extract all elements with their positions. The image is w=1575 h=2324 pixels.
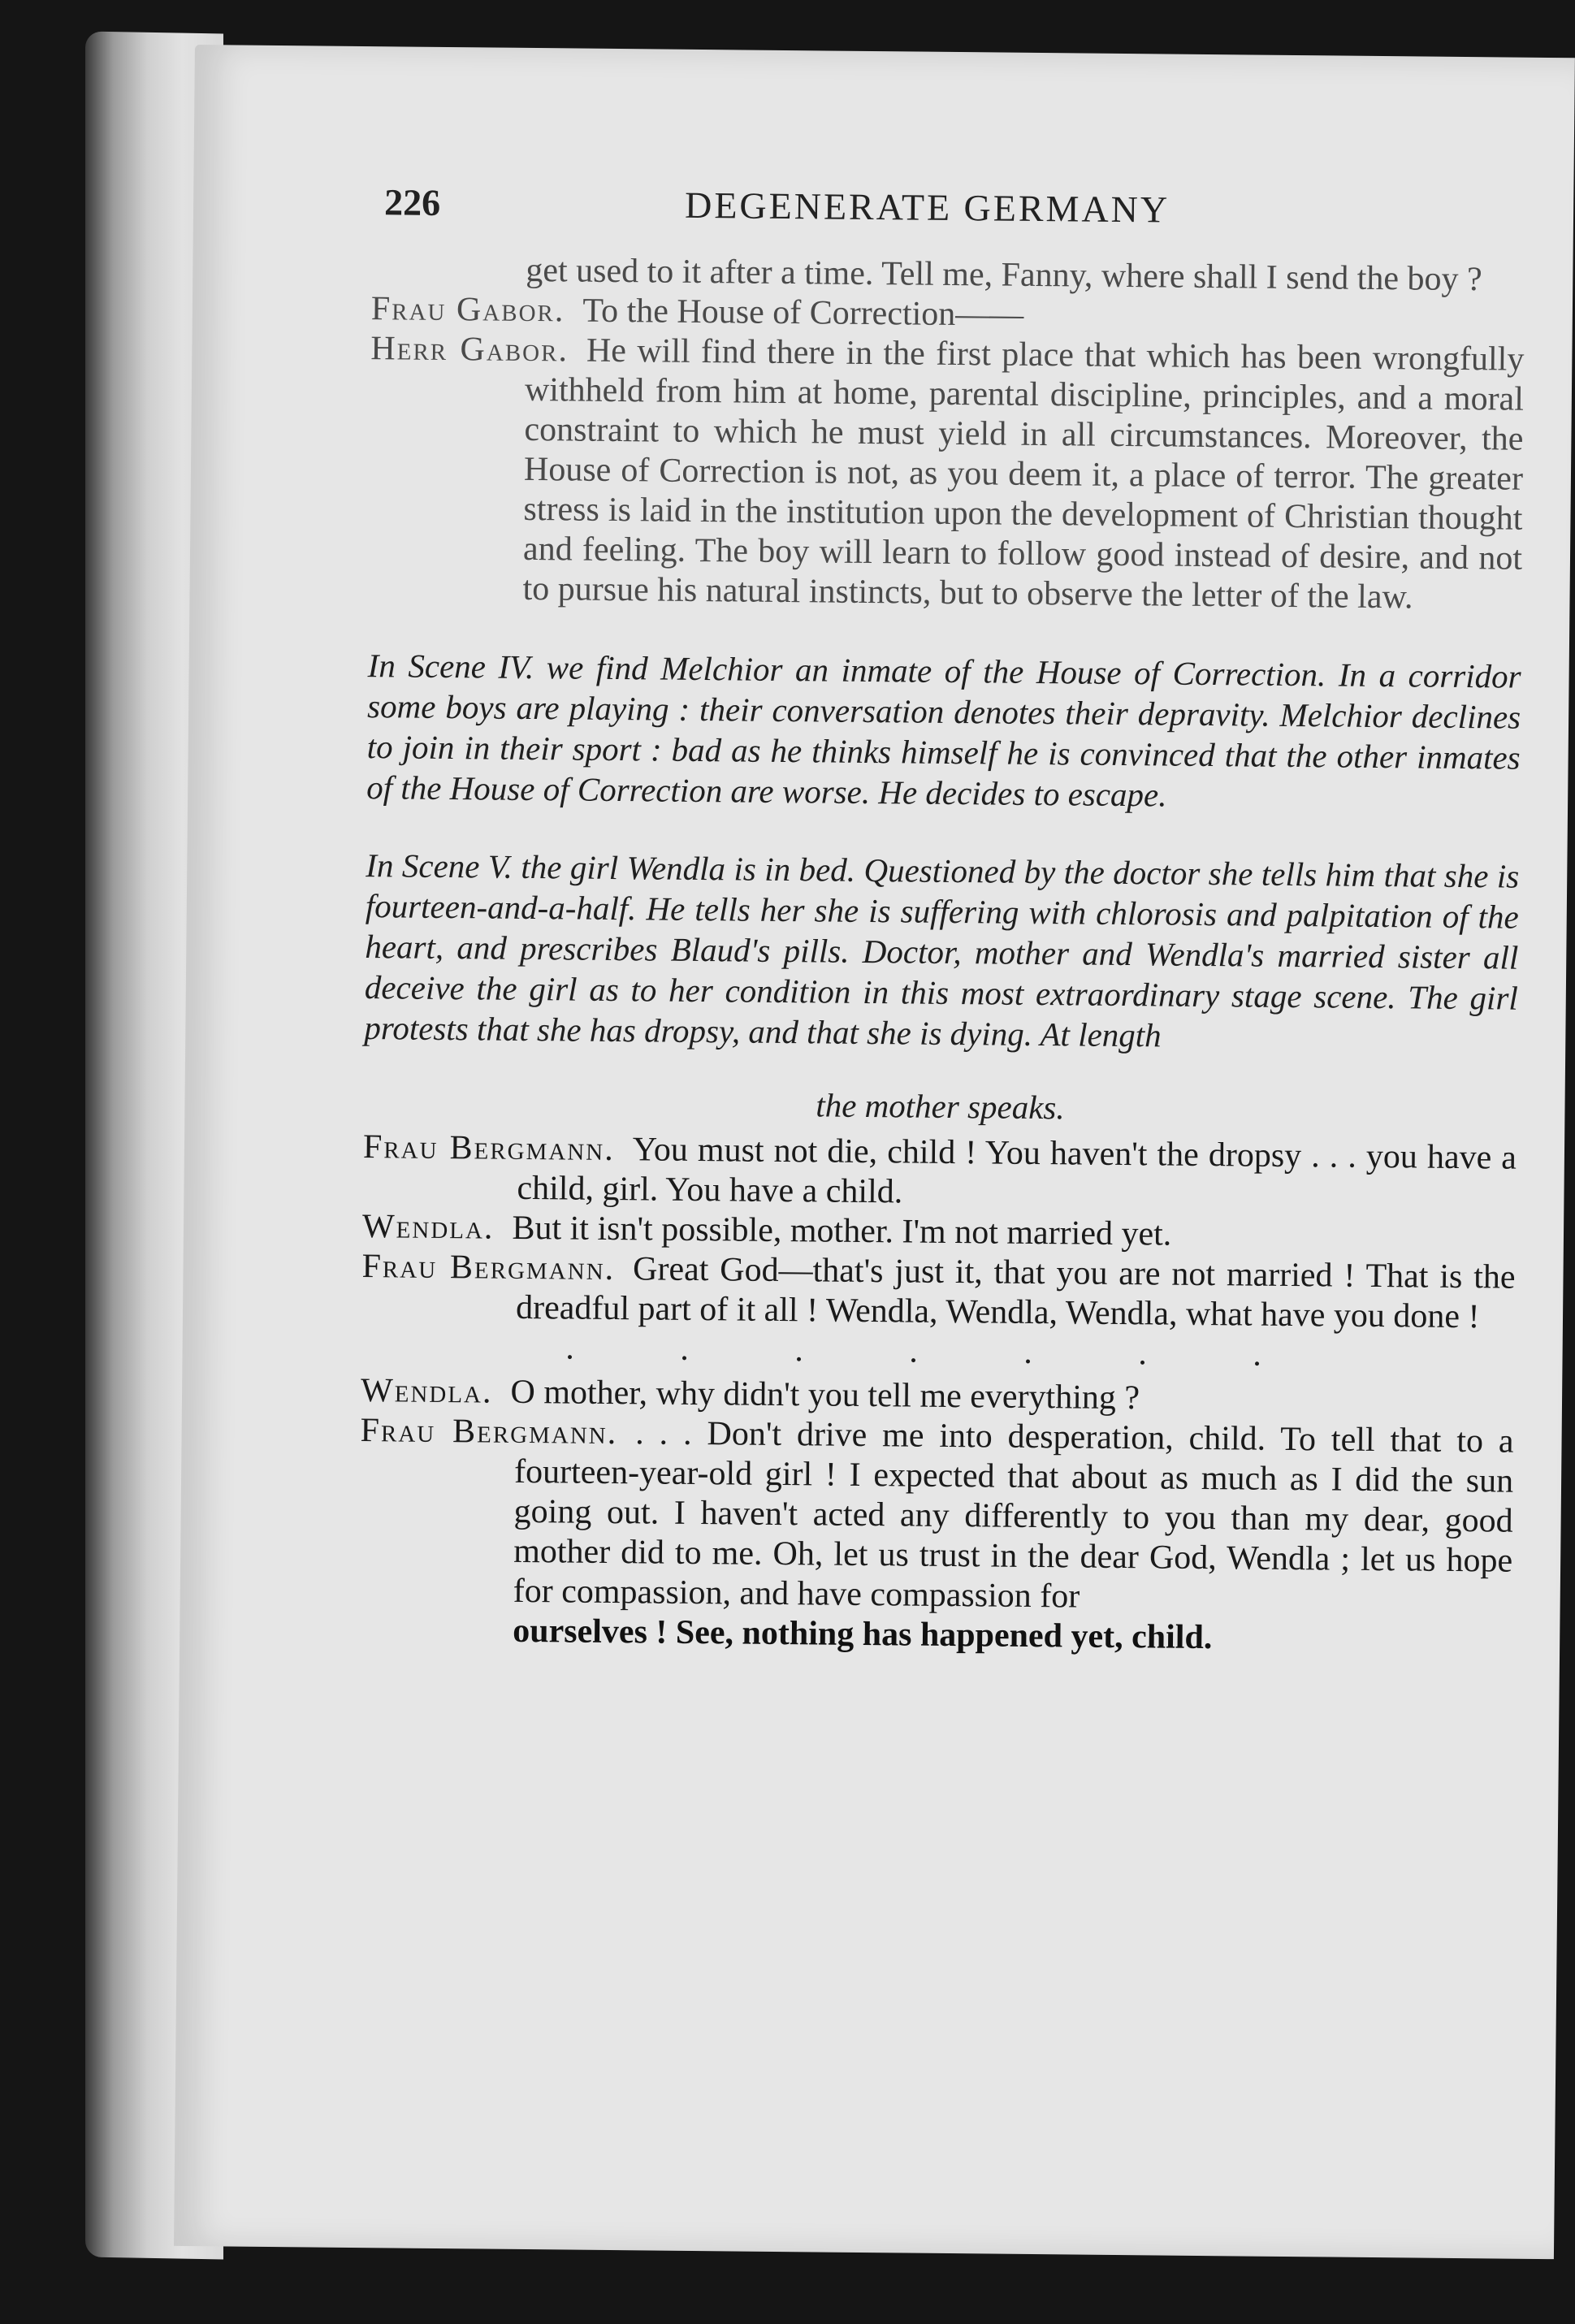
speaker-name: Wendla. xyxy=(361,1208,495,1247)
speech-text: . . . Don't drive me into desperation, child. To tell that to a fourteen-year-old girl ! I expected that about as much as I did the sun going out. I haven't acted any differently to you than my dear, good mother did to me. Oh, let us trust in the dear God, Wendla ; let us hope for compassion, and have compassion for xyxy=(513,1414,1514,1616)
stage-direction-scene-iv: In Scene IV. we find Melchior an inmate of the House of Correction. In a corridor some boys are playing : their conversation denotes their depravity. Melchior declines to join in their sport : bad as he thinks himself he is convinced that the other inmates of the House of Correction are worse. He decides to escape. xyxy=(366,647,1521,814)
speaker-name: Frau Bergmann. xyxy=(361,1248,616,1288)
speech-text: But it isn't possible, mother. I'm not married yet. xyxy=(512,1209,1172,1253)
page-header xyxy=(384,180,1441,247)
page-body xyxy=(358,249,1525,1661)
speech-final-line: ourselves ! See, nothing has happened yet, child. xyxy=(513,1612,1213,1657)
speaker-name: Frau Gabor. xyxy=(370,290,565,330)
book-page xyxy=(174,45,1575,2259)
speaker-name: Herr Gabor. xyxy=(370,330,569,370)
continued-speech: get used to it after a time. Tell me, Fanny, where shall I send the boy ? xyxy=(526,251,1482,299)
page-number: 226 xyxy=(383,181,441,223)
speech-frau-bergmann xyxy=(359,1411,1514,1621)
speech-frau-bergmann xyxy=(362,1127,1517,1218)
stage-direction-end: the mother speaks. xyxy=(816,1086,1065,1127)
speech-text: You must not die, child ! You haven't the dropsy . . . you have a child, girl. You have a child. xyxy=(517,1131,1517,1211)
speech-herr-gabor xyxy=(368,329,1524,619)
speech-text: He will find there in the first place that which has been wrongfully withheld from him at home, parental discipline, principles, and a moral constraint to which he must yield in all circumstances. Moreover, the House of Correction is not, as you deem it, a place of terror. The greater stress is laid in the institution upon the development of Christian thought and feeling. The boy will learn to follow good instead of desire, and not to pursue his natural instincts, but to observe the letter of the law. xyxy=(522,331,1525,617)
stage-direction-scene-v: In Scene V. the girl Wendla is in bed. Questioned by the doctor she tells him that she is fourteen-and-a-half. He tells her she is suffering with chlorosis and palpitation of the heart, and prescribes Blaud's pills. Doctor, mother and Wendla's married sister all deceive the girl as to her condition in this most extraordinary stage scene. The girl protests that she has dropsy, and that she is dying. At length xyxy=(364,846,1520,1054)
speaker-name: Wendla. xyxy=(360,1372,493,1411)
ellipsis-separator: . . . . . . . xyxy=(565,1329,1311,1374)
speech-text: To the House of Correction—— xyxy=(582,292,1024,334)
speaker-name: Frau Bergmann. xyxy=(362,1128,615,1169)
speech-frau-bergmann xyxy=(361,1247,1516,1338)
running-title: DEGENERATE GERMANY xyxy=(684,184,1170,231)
speech-text: O mother, why didn't you tell me everything ? xyxy=(510,1373,1140,1417)
speaker-name: Frau Bergmann. xyxy=(360,1412,618,1452)
speech-text: Great God—that's just it, that you are not married ! That is the dreadful part of it all ! Wendla, Wendla, Wendla, what have you done ! xyxy=(515,1250,1516,1336)
